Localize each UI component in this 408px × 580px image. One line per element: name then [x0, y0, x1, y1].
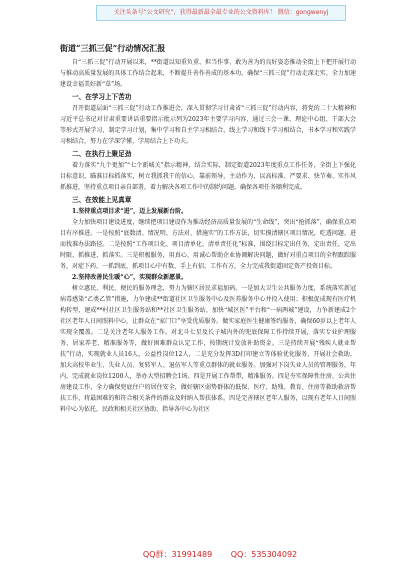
- intro-paragraph: 自“三抓三促”行动开展以来，**街道以知重负重、担当作事、敢为善为的良好姿态推动全街上下把开展行动与推动高质量发展的具体工作结合起来，不断提升善作善成的基本功，确保“三抓三促”行动走深走实，全力加速建设幸福美好新“草”场。: [60, 59, 356, 88]
- footer-qq-group: QQ群：31991489: [142, 550, 213, 559]
- subsection-heading-3-2: 2.坚持改善民生暖“心”，实现群众新愿景。: [72, 274, 188, 281]
- section-2-paragraph: 着力落实“九个更加”“七个新城关”指示精神，结合实际，制定街道2023年度重点工作任务，全街上下强化目标意识，瞄准目标抓落实，树立我抓我干的信心，靠前领导，主动作为，以高标准、严要求、快节奏、实作风抓推进，坚持重点项目亲自部署，着力解决各项工作中的制约问题，确保各项任务顺利完成。: [60, 162, 356, 191]
- document-page: [60, 42, 356, 415]
- document-title: 街道“三抓三促”行动情况汇报: [60, 43, 166, 53]
- section-heading-2: 二、在执行上聚足劲: [72, 150, 132, 158]
- footer-qq: QQ：535304092: [230, 550, 298, 559]
- section-heading-1: 一、在学习上下苦功: [72, 93, 132, 101]
- section-heading-3: 三、在效能上见真章: [72, 196, 132, 204]
- subsection-3-2-paragraph: 树立惠民、利民、便民的服务理念，努力为辖区居民求福加码。一是加大卫生公共服务力度，系统落实新冠病毒感染“乙类乙管”措施，力争建成**街道社区卫生服务中心及医养服务中心并投入使用；积极促成现有医疗机构转型，建成**村社区卫生服务站和**社区卫生服务站，加快“城区医”平台和“一病两城”建设，力争新建成2个社区老年人日间照料中心，让群众在“家门口”享受优质服务。做实家庭医生健康签约服务，确保60岁以上老年人实现全覆盖。二是关注老年人服务工作。对北斗七星及长子城内外的兜底保障工作持续开展，落实专业护理服务、居家养老、精准服务等，做好困难群众认定工作，按期统计发放补助资金。三是持续开展“残疾人就业帮扶”行动，实现就业人员16人，公益性岗位12人，二是充分发挥3D打印建立等体验优化服务，开展社会救助，加大高校毕业生、失业人员、复转军人、退伍军人等重点群体的就业服务。加强对下岗失业人员的管理服务，年内，完成就业岗位1200人，举办大型招聘会1场。四是开展工作帮带，精准服务。四是夯实保障性住房、公共住房建设工作，全力确保兜底住户的居住安全，做好辖区弱势群体的低保、医疗、助残、教育、住房等救助救济帮扶工作，将最困难的和符合相关条件的群众及时纳入帮扶体系。四是完善辖区老年人服务，以现有老年人日间照料中心为依托，民政和相关社区协助、指导各中心为社区: [60, 285, 356, 413]
- top-banner: 关注头条号“公文研究”，获得最新最全最专业的公文资料库！ 微信：gongwenyj: [96, 5, 346, 21]
- section-1-paragraph: 召开街道层面“三抓三促”行动工作推进会，深入贯彻学习甘肃省“三抓三促”行动内容，将党的二十大精神和习近平总书记对甘肃重要讲话重要指示批示列为2023年主要学习内容，通过三会一课、理论中心组、干部大会等形式开展学习，制定学习计划，集中学习和自主学习相结合，线上学习和线下学习相结合，书本学习和实践学习相结合，努力在学深学懂、学用结合上下功夫。: [60, 105, 356, 145]
- footer-contact: [96, 548, 344, 562]
- subsection-3-1-paragraph: 全力加快项目建设进度，继续把项目建设作为推动经济高质量发展的“生命线”，突出“抢抓落”，确保重点项目有序推进。一是按照“底数清、情况明、方法对、措施实”的工作方法，切实摸清辖区项目情况，吃透问题，进而找准办法路径。二是按照“工作项目化、项目清单化、清单责任化”标准，围绕目标定出任务，定出责任，定出时限，抓推进，抓落实。三是积极服务，用真心、用诚心帮助企业协调解决问题，做好对重点项目的全程跟踪服务，对症下药，一抓到底，抓项目心中有数、手上有招、工作有方，全力完成我街道固定资产投资目标。: [60, 219, 356, 270]
- subsection-heading-3-1: 1.坚持重点项目求“进”，迈上发展新台阶。: [72, 208, 188, 215]
